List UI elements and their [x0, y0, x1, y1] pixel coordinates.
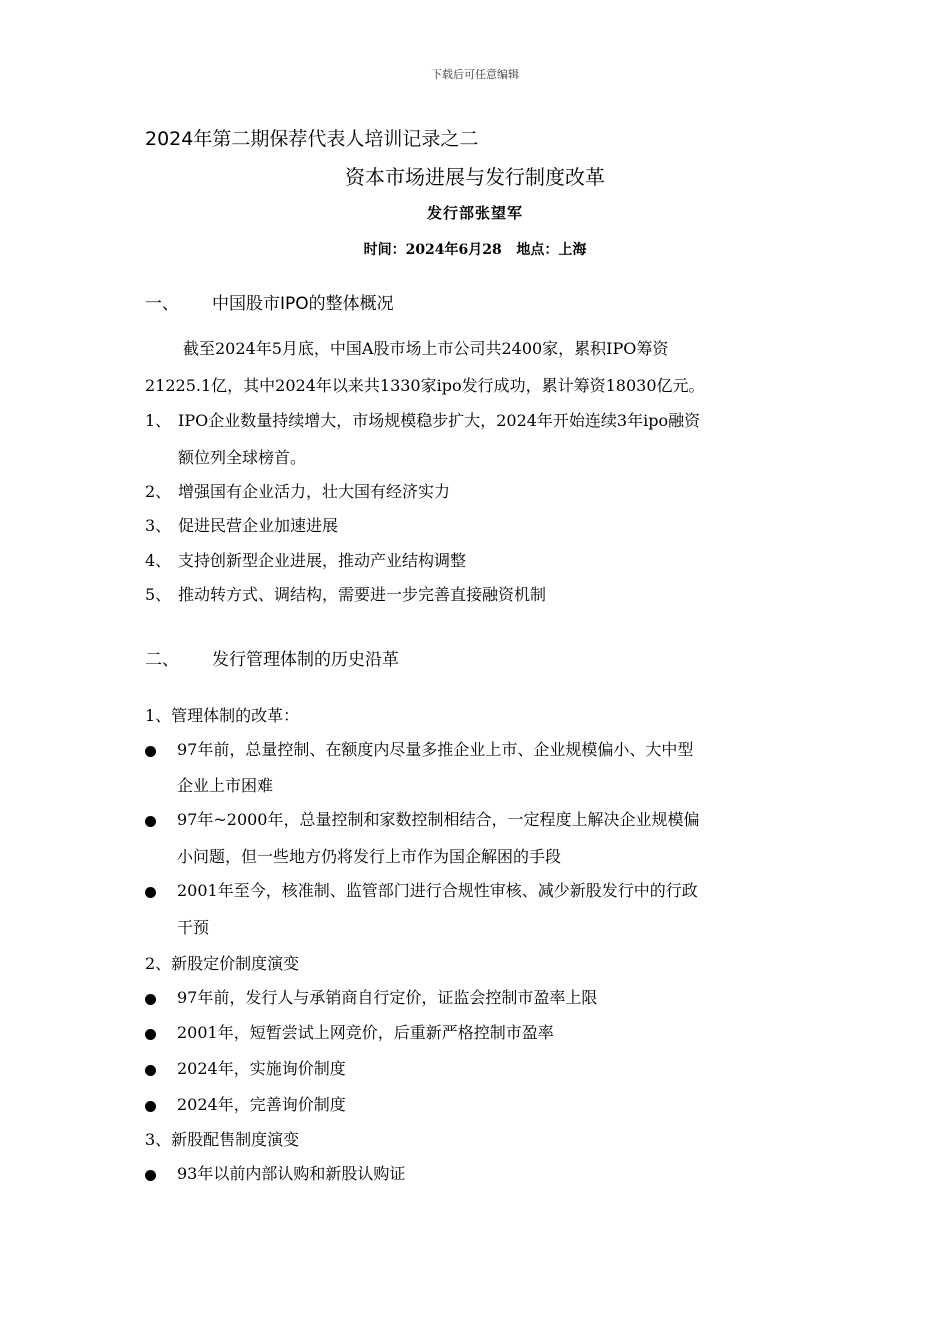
bullet-text-cont: 小问题，但一些地方仍将发行上市作为国企解困的手段 [177, 847, 562, 866]
list-item [145, 411, 825, 471]
header-note: 下载后可任意编辑 [431, 68, 519, 81]
item-number: 2、 [145, 482, 172, 501]
meta-line [0, 239, 950, 259]
bullet-icon [145, 887, 156, 898]
bullet-item [145, 740, 825, 800]
list-item [145, 551, 825, 573]
bullet-item [145, 1095, 825, 1117]
bullet-text: 97年前，总量控制、在额度内尽量多推企业上市、企业规模偏小、大中型 [177, 740, 694, 759]
bullet-item [145, 810, 825, 870]
document-title-line1: 2024年第二期保荐代表人培训记录之二 [145, 128, 479, 150]
bullet-text: 97年~2000年，总量控制和家数控制相结合，一定程度上解决企业规模偏 [177, 810, 700, 829]
bullet-icon [145, 1170, 156, 1181]
bullet-item [145, 1164, 825, 1186]
bullet-text: 2001年，短暂尝试上网竞价，后重新严格控制市盈率 [177, 1023, 554, 1042]
list-item [145, 482, 825, 504]
section-heading-1 [145, 289, 845, 313]
paragraph-line: 21225.1亿，其中2024年以来共1330家ipo发行成功，累计筹资18030亿元。 [145, 376, 705, 395]
section-heading-2 [145, 645, 845, 669]
bullet-text: 93年以前内部认购和新股认购证 [177, 1164, 406, 1183]
bullet-icon [145, 746, 156, 757]
bullet-text: 2001年至今，核准制、监管部门进行合规性审核、减少新股发行中的行政 [177, 881, 698, 900]
subheading: 3、新股配售制度演变 [145, 1130, 300, 1149]
bullet-text: 2024年，完善询价制度 [177, 1095, 346, 1114]
bullet-text: 97年前，发行人与承销商自行定价，证监会控制市盈率上限 [177, 988, 598, 1007]
item-text: 推动转方式、调结构，需要进一步完善直接融资机制 [178, 585, 547, 604]
subheading: 1、管理体制的改革： [145, 706, 300, 725]
item-text: 增强国有企业活力，壮大国有经济实力 [178, 482, 451, 501]
section-number: 二、 [145, 650, 179, 670]
bullet-item [145, 1059, 825, 1081]
subheading: 2、新股定价制度演变 [145, 954, 300, 973]
bullet-icon [145, 1029, 156, 1040]
item-number: 4、 [145, 551, 172, 570]
item-text: 支持创新型企业进展，推动产业结构调整 [178, 551, 467, 570]
list-item [145, 585, 825, 607]
bullet-text-cont: 干预 [177, 918, 210, 937]
bullet-icon [145, 994, 156, 1005]
bullet-icon [145, 1101, 156, 1112]
bullet-icon [145, 816, 156, 827]
bullet-item [145, 881, 825, 941]
item-text: IPO企业数量持续增大，市场规模稳步扩大，2024年开始连续3年ipo融资 [178, 411, 701, 430]
section-title: 发行管理体制的历史沿革 [212, 650, 399, 670]
item-text-cont: 额位列全球榜首。 [178, 448, 307, 467]
department-author: 发行部张望军 [426, 204, 523, 222]
meta-location: 地点：上海 [516, 242, 587, 258]
list-item [145, 516, 825, 538]
meta-time: 时间：2024年6月28 [363, 242, 502, 258]
item-number: 1、 [145, 411, 172, 430]
item-number: 5、 [145, 585, 172, 604]
bullet-icon [145, 1065, 156, 1076]
bullet-text-cont: 企业上市困难 [177, 776, 274, 795]
section-title: 中国股市IPO的整体概况 [212, 294, 394, 314]
bullet-item [145, 1023, 825, 1045]
section-number: 一、 [145, 294, 179, 314]
paragraph-line: 截至2024年5月底，中国A股市场上市公司共2400家，累积IPO筹资 [183, 339, 669, 358]
item-text: 促进民营企业加速进展 [178, 516, 339, 535]
bullet-item [145, 988, 825, 1010]
item-number: 3、 [145, 516, 172, 535]
document-title-line2: 资本市场进展与发行制度改革 [345, 165, 605, 189]
bullet-text: 2024年，实施询价制度 [177, 1059, 346, 1078]
